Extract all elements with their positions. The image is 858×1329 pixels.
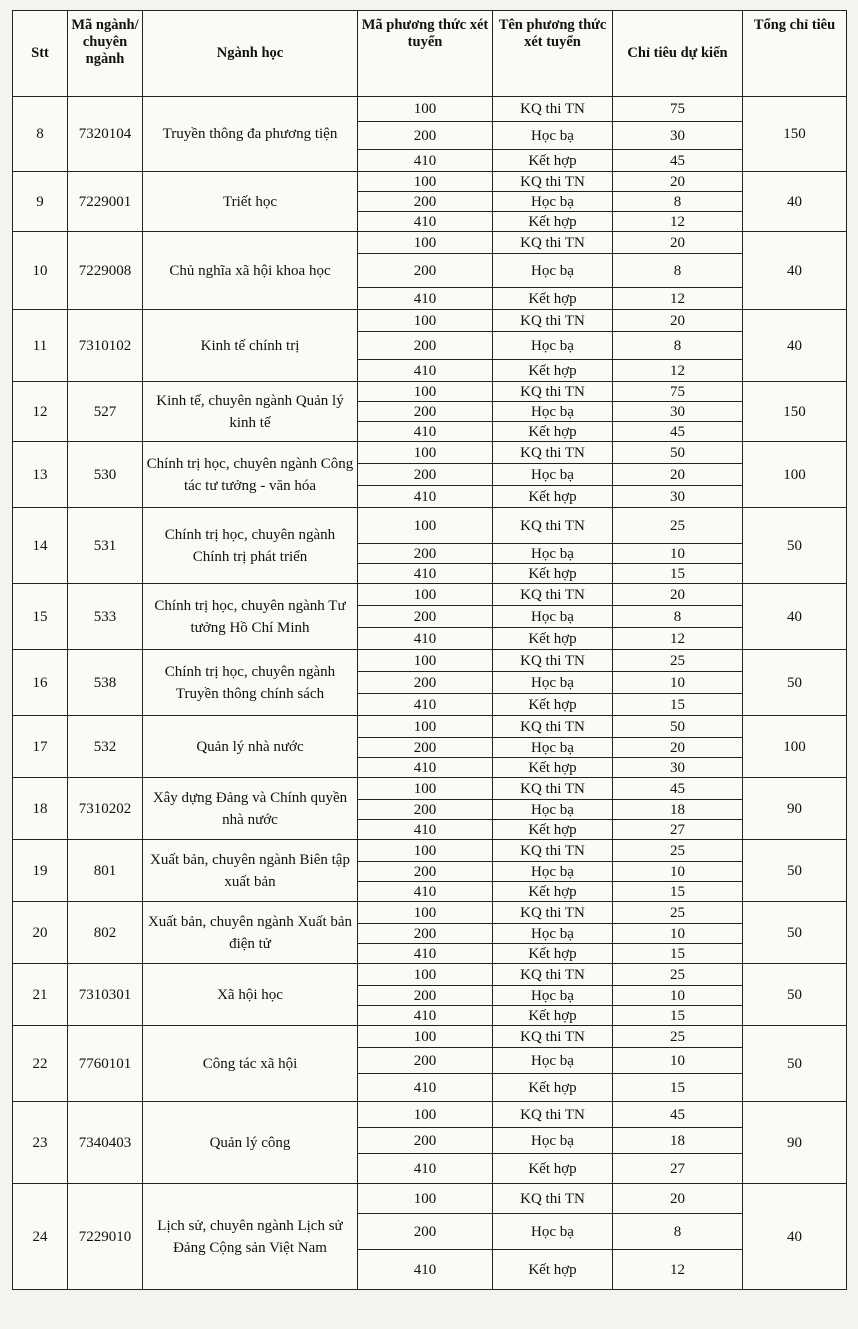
method-quota: 25: [613, 840, 743, 862]
method-name: KQ thi TN: [493, 1102, 613, 1128]
table-row: [13, 1184, 847, 1214]
row-major-name: Xã hội học: [143, 964, 358, 1026]
method-quota: 12: [613, 628, 743, 650]
method-code: 410: [358, 486, 493, 508]
method-code: 100: [358, 650, 493, 672]
row-stt: 17: [13, 716, 68, 778]
row-major-code: 7320104: [68, 97, 143, 172]
table-row: [13, 508, 847, 544]
method-name: Học bạ: [493, 862, 613, 882]
method-code: 100: [358, 778, 493, 800]
method-name: Học bạ: [493, 606, 613, 628]
method-name: Học bạ: [493, 464, 613, 486]
method-code: 100: [358, 232, 493, 254]
row-total-quota: 40: [743, 584, 847, 650]
method-name: Học bạ: [493, 544, 613, 564]
method-quota: 30: [613, 758, 743, 778]
table-row: [13, 1026, 847, 1048]
row-total-quota: 50: [743, 902, 847, 964]
method-code: 200: [358, 544, 493, 564]
header-major-code: Mã ngành/ chuyên ngành: [68, 11, 143, 97]
method-quota: 8: [613, 606, 743, 628]
method-quota: 45: [613, 778, 743, 800]
method-code: 200: [358, 332, 493, 360]
row-total-quota: 50: [743, 964, 847, 1026]
method-quota: 30: [613, 122, 743, 150]
row-major-name: Quản lý công: [143, 1102, 358, 1184]
method-quota: 75: [613, 382, 743, 402]
method-name: Kết hợp: [493, 1074, 613, 1102]
row-major-code: 801: [68, 840, 143, 902]
method-name: Học bạ: [493, 402, 613, 422]
row-total-quota: 90: [743, 1102, 847, 1184]
row-major-code: 7310202: [68, 778, 143, 840]
method-code: 410: [358, 758, 493, 778]
row-stt: 12: [13, 382, 68, 442]
table-row: [13, 97, 847, 122]
row-total-quota: 40: [743, 310, 847, 382]
method-code: 410: [358, 944, 493, 964]
method-code: 200: [358, 1214, 493, 1250]
row-major-name: Quản lý nhà nước: [143, 716, 358, 778]
row-major-code: 7340403: [68, 1102, 143, 1184]
row-stt: 14: [13, 508, 68, 584]
method-name: Kết hợp: [493, 1154, 613, 1184]
method-name: KQ thi TN: [493, 964, 613, 986]
method-code: 100: [358, 310, 493, 332]
header-planned-quota: Chỉ tiêu dự kiến: [613, 11, 743, 97]
row-stt: 10: [13, 232, 68, 310]
row-major-code: 7760101: [68, 1026, 143, 1102]
row-major-code: 530: [68, 442, 143, 508]
row-stt: 19: [13, 840, 68, 902]
method-name: KQ thi TN: [493, 1026, 613, 1048]
row-stt: 9: [13, 172, 68, 232]
method-quota: 18: [613, 800, 743, 820]
method-code: 200: [358, 672, 493, 694]
method-name: KQ thi TN: [493, 382, 613, 402]
method-quota: 20: [613, 232, 743, 254]
method-name: KQ thi TN: [493, 716, 613, 738]
table-row: [13, 584, 847, 606]
row-major-name: Chính trị học, chuyên ngành Công tác tư tưởng - văn hóa: [143, 442, 358, 508]
method-code: 200: [358, 738, 493, 758]
method-quota: 10: [613, 862, 743, 882]
method-quota: 15: [613, 694, 743, 716]
row-major-name: Công tác xã hội: [143, 1026, 358, 1102]
method-quota: 30: [613, 402, 743, 422]
method-name: Kết hợp: [493, 758, 613, 778]
method-quota: 15: [613, 882, 743, 902]
row-major-code: 7229001: [68, 172, 143, 232]
method-quota: 10: [613, 986, 743, 1006]
method-name: Học bạ: [493, 672, 613, 694]
method-name: Học bạ: [493, 192, 613, 212]
method-quota: 8: [613, 1214, 743, 1250]
row-total-quota: 50: [743, 1026, 847, 1102]
method-code: 410: [358, 820, 493, 840]
row-major-code: 532: [68, 716, 143, 778]
row-stt: 13: [13, 442, 68, 508]
method-code: 100: [358, 97, 493, 122]
row-total-quota: 100: [743, 442, 847, 508]
row-total-quota: 50: [743, 840, 847, 902]
method-name: KQ thi TN: [493, 778, 613, 800]
method-quota: 45: [613, 422, 743, 442]
method-code: 410: [358, 1250, 493, 1290]
method-quota: 12: [613, 1250, 743, 1290]
method-quota: 20: [613, 738, 743, 758]
header-stt: Stt: [13, 11, 68, 97]
method-quota: 10: [613, 544, 743, 564]
row-total-quota: 90: [743, 778, 847, 840]
method-code: 200: [358, 464, 493, 486]
row-stt: 20: [13, 902, 68, 964]
method-code: 200: [358, 1048, 493, 1074]
method-name: Kết hợp: [493, 820, 613, 840]
method-quota: 12: [613, 288, 743, 310]
method-code: 200: [358, 986, 493, 1006]
method-quota: 25: [613, 902, 743, 924]
method-code: 100: [358, 584, 493, 606]
method-code: 410: [358, 212, 493, 232]
method-code: 100: [358, 840, 493, 862]
method-code: 410: [358, 1006, 493, 1026]
row-major-name: Xuất bản, chuyên ngành Biên tập xuất bản: [143, 840, 358, 902]
method-code: 200: [358, 606, 493, 628]
row-total-quota: 150: [743, 382, 847, 442]
method-code: 200: [358, 122, 493, 150]
method-quota: 20: [613, 584, 743, 606]
row-total-quota: 40: [743, 1184, 847, 1290]
table-row: [13, 778, 847, 800]
method-code: 100: [358, 1102, 493, 1128]
method-code: 100: [358, 442, 493, 464]
method-name: Kết hợp: [493, 564, 613, 584]
method-name: KQ thi TN: [493, 650, 613, 672]
row-total-quota: 40: [743, 172, 847, 232]
method-code: 410: [358, 288, 493, 310]
method-quota: 20: [613, 464, 743, 486]
header-major-name: Ngành học: [143, 11, 358, 97]
row-major-code: 7310102: [68, 310, 143, 382]
method-code: 100: [358, 1026, 493, 1048]
method-code: 410: [358, 628, 493, 650]
table-row: [13, 382, 847, 402]
table-row: [13, 232, 847, 254]
method-name: Kết hợp: [493, 694, 613, 716]
row-stt: 15: [13, 584, 68, 650]
method-name: Kết hợp: [493, 1250, 613, 1290]
row-major-code: 7229010: [68, 1184, 143, 1290]
method-name: KQ thi TN: [493, 840, 613, 862]
method-code: 200: [358, 192, 493, 212]
table-row: [13, 840, 847, 862]
method-name: KQ thi TN: [493, 172, 613, 192]
row-total-quota: 40: [743, 232, 847, 310]
method-code: 410: [358, 360, 493, 382]
header-method-name: Tên phương thức xét tuyển: [493, 11, 613, 97]
method-code: 200: [358, 924, 493, 944]
table-row: [13, 442, 847, 464]
method-quota: 10: [613, 672, 743, 694]
admission-quota-table: [12, 10, 847, 1290]
method-quota: 25: [613, 964, 743, 986]
method-name: KQ thi TN: [493, 442, 613, 464]
method-code: 100: [358, 382, 493, 402]
method-name: Kết hợp: [493, 1006, 613, 1026]
row-major-name: Truyền thông đa phương tiện: [143, 97, 358, 172]
method-quota: 75: [613, 97, 743, 122]
method-quota: 10: [613, 1048, 743, 1074]
method-name: Học bạ: [493, 254, 613, 288]
row-major-code: 7310301: [68, 964, 143, 1026]
method-name: Học bạ: [493, 800, 613, 820]
row-stt: 8: [13, 97, 68, 172]
row-major-name: Lịch sử, chuyên ngành Lịch sử Đảng Cộng sản Việt Nam: [143, 1184, 358, 1290]
method-quota: 15: [613, 564, 743, 584]
table-row: [13, 172, 847, 192]
row-stt: 24: [13, 1184, 68, 1290]
method-name: Kết hợp: [493, 944, 613, 964]
row-major-name: Xuất bản, chuyên ngành Xuất bản điện tử: [143, 902, 358, 964]
method-quota: 10: [613, 924, 743, 944]
method-name: Kết hợp: [493, 486, 613, 508]
row-stt: 23: [13, 1102, 68, 1184]
row-stt: 21: [13, 964, 68, 1026]
method-quota: 8: [613, 332, 743, 360]
method-quota: 27: [613, 820, 743, 840]
row-major-name: Xây dựng Đảng và Chính quyền nhà nước: [143, 778, 358, 840]
method-code: 100: [358, 716, 493, 738]
method-quota: 20: [613, 172, 743, 192]
method-code: 100: [358, 964, 493, 986]
method-name: Học bạ: [493, 738, 613, 758]
method-quota: 18: [613, 1128, 743, 1154]
method-code: 200: [358, 402, 493, 422]
method-code: 200: [358, 800, 493, 820]
header-row: [13, 11, 847, 97]
row-major-name: Kinh tế, chuyên ngành Quản lý kinh tế: [143, 382, 358, 442]
row-major-name: Chính trị học, chuyên ngành Truyền thông chính sách: [143, 650, 358, 716]
method-quota: 30: [613, 486, 743, 508]
row-major-code: 533: [68, 584, 143, 650]
method-code: 200: [358, 254, 493, 288]
method-quota: 15: [613, 944, 743, 964]
method-name: Học bạ: [493, 924, 613, 944]
method-quota: 25: [613, 650, 743, 672]
method-code: 410: [358, 422, 493, 442]
method-code: 200: [358, 1128, 493, 1154]
row-stt: 22: [13, 1026, 68, 1102]
method-quota: 15: [613, 1006, 743, 1026]
method-quota: 50: [613, 442, 743, 464]
method-quota: 12: [613, 212, 743, 232]
method-name: KQ thi TN: [493, 584, 613, 606]
method-quota: 25: [613, 508, 743, 544]
method-quota: 8: [613, 192, 743, 212]
table-row: [13, 964, 847, 986]
method-quota: 15: [613, 1074, 743, 1102]
row-major-name: Triết học: [143, 172, 358, 232]
row-stt: 16: [13, 650, 68, 716]
method-name: Kết hợp: [493, 288, 613, 310]
table-row: [13, 310, 847, 332]
method-code: 410: [358, 564, 493, 584]
row-stt: 18: [13, 778, 68, 840]
method-quota: 45: [613, 1102, 743, 1128]
row-stt: 11: [13, 310, 68, 382]
method-name: Kết hợp: [493, 212, 613, 232]
row-total-quota: 150: [743, 97, 847, 172]
method-name: KQ thi TN: [493, 1184, 613, 1214]
method-code: 410: [358, 882, 493, 902]
method-name: KQ thi TN: [493, 508, 613, 544]
method-quota: 20: [613, 310, 743, 332]
method-quota: 12: [613, 360, 743, 382]
method-name: Học bạ: [493, 122, 613, 150]
method-name: KQ thi TN: [493, 902, 613, 924]
method-name: KQ thi TN: [493, 232, 613, 254]
method-code: 410: [358, 694, 493, 716]
row-total-quota: 50: [743, 508, 847, 584]
row-major-name: Chính trị học, chuyên ngành Tư tưởng Hồ Chí Minh: [143, 584, 358, 650]
method-quota: 50: [613, 716, 743, 738]
method-name: Học bạ: [493, 332, 613, 360]
method-code: 100: [358, 902, 493, 924]
table-row: [13, 1102, 847, 1128]
row-major-code: 538: [68, 650, 143, 716]
row-major-name: Chủ nghĩa xã hội khoa học: [143, 232, 358, 310]
row-major-code: 527: [68, 382, 143, 442]
method-code: 200: [358, 862, 493, 882]
row-major-code: 531: [68, 508, 143, 584]
method-name: Học bạ: [493, 986, 613, 1006]
row-total-quota: 50: [743, 650, 847, 716]
row-major-name: Kinh tế chính trị: [143, 310, 358, 382]
method-name: KQ thi TN: [493, 310, 613, 332]
method-name: Kết hợp: [493, 150, 613, 172]
method-code: 100: [358, 1184, 493, 1214]
header-method-code: Mã phương thức xét tuyển: [358, 11, 493, 97]
method-name: Học bạ: [493, 1048, 613, 1074]
row-total-quota: 100: [743, 716, 847, 778]
method-name: Học bạ: [493, 1128, 613, 1154]
table-row: [13, 650, 847, 672]
row-major-name: Chính trị học, chuyên ngành Chính trị phát triển: [143, 508, 358, 584]
row-major-code: 802: [68, 902, 143, 964]
method-code: 100: [358, 508, 493, 544]
method-name: Học bạ: [493, 1214, 613, 1250]
method-name: Kết hợp: [493, 360, 613, 382]
method-code: 100: [358, 172, 493, 192]
method-quota: 25: [613, 1026, 743, 1048]
method-code: 410: [358, 1074, 493, 1102]
method-name: KQ thi TN: [493, 97, 613, 122]
method-quota: 45: [613, 150, 743, 172]
table-row: [13, 902, 847, 924]
row-major-code: 7229008: [68, 232, 143, 310]
table-row: [13, 716, 847, 738]
method-name: Kết hợp: [493, 882, 613, 902]
method-quota: 8: [613, 254, 743, 288]
header-total-quota: Tổng chỉ tiêu: [743, 11, 847, 97]
method-code: 410: [358, 1154, 493, 1184]
method-name: Kết hợp: [493, 628, 613, 650]
method-quota: 27: [613, 1154, 743, 1184]
method-name: Kết hợp: [493, 422, 613, 442]
method-quota: 20: [613, 1184, 743, 1214]
method-code: 410: [358, 150, 493, 172]
